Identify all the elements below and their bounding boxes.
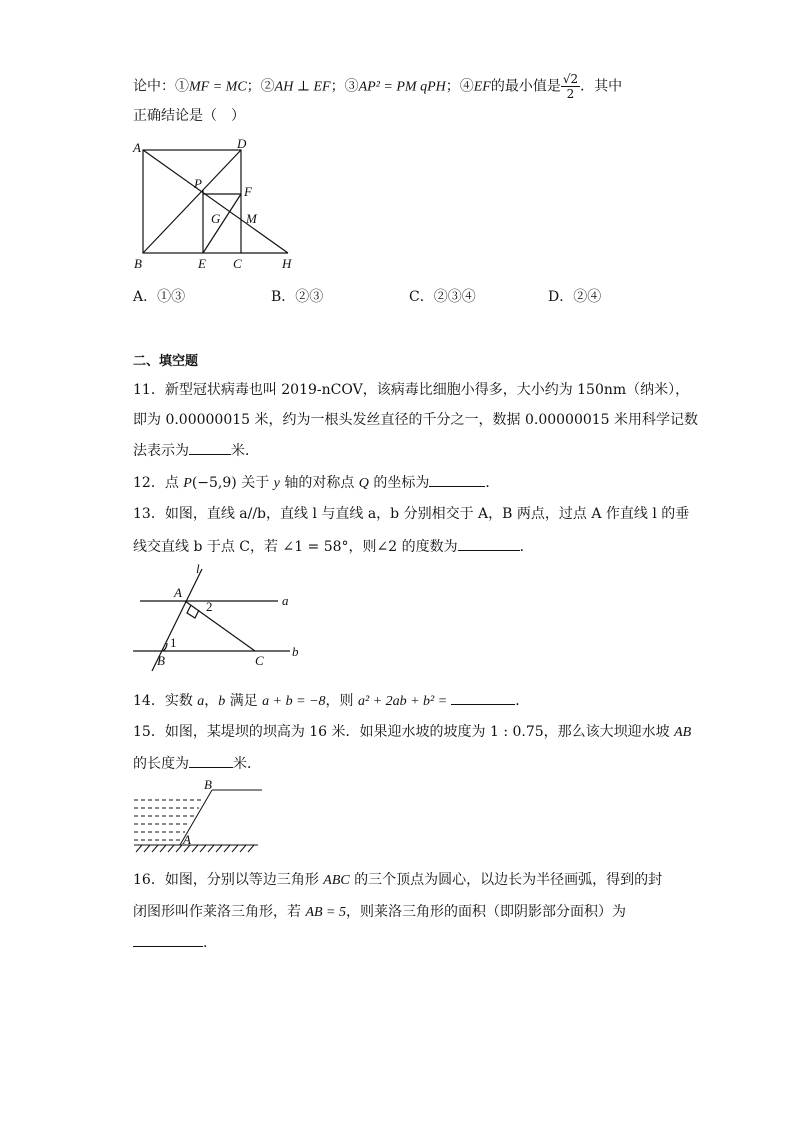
q14-a: 14．实数 xyxy=(133,693,198,709)
choice-d-letter: D． xyxy=(548,289,574,305)
q10-square-figure xyxy=(130,138,300,270)
q12-f: 轴的对称点 xyxy=(279,475,359,491)
label-G: G xyxy=(211,211,221,226)
q10-circle3: ③ xyxy=(344,78,359,95)
q16-line2 xyxy=(133,902,626,923)
q14-g: ，则 xyxy=(325,693,358,709)
q10-conclusion1: MF = MC xyxy=(189,79,247,95)
q12-answer-blank[interactable] xyxy=(429,472,485,487)
label-B: B xyxy=(134,256,142,270)
q10-circle2: ② xyxy=(260,78,275,95)
label-a: a xyxy=(282,593,289,608)
section-title-fill-blank: 二、填空题 xyxy=(133,354,199,369)
q15-line2 xyxy=(133,753,261,774)
q10-conclusion3: AP² = PM qPH xyxy=(358,79,446,95)
q13-l2a: 线交直线 b 于点 C，若 ∠1 = 58°，则∠2 的度数为 xyxy=(133,539,458,555)
label-angle-2: 2 xyxy=(206,599,213,614)
label-b: b xyxy=(292,644,299,659)
q16-ab-value: AB = 5 xyxy=(305,905,347,920)
q10-circle1: ① xyxy=(175,78,189,95)
q10-conclusion2: AH ⊥ EF xyxy=(274,79,331,95)
water-hatching xyxy=(134,800,204,840)
q12-h: 的坐标为 xyxy=(368,475,430,491)
q12-line xyxy=(133,472,499,494)
ground-hatching xyxy=(136,845,254,852)
label-M: M xyxy=(246,211,257,226)
q16-l1c: 的三个顶点为圆心，以边长为半径画弧，得到的封 xyxy=(349,872,663,888)
q14-i: ． xyxy=(515,693,530,709)
segment-ac xyxy=(185,601,255,651)
diagonal-bd xyxy=(143,150,241,253)
choice-c[interactable] xyxy=(409,286,476,306)
choice-b-value: ②③ xyxy=(295,289,324,305)
q10-min-text: 的最小值是 xyxy=(490,78,561,95)
label-A: A xyxy=(183,832,191,847)
label-angle-1: 1 xyxy=(170,635,177,650)
q13-line1: 13．如图，直线 a//b，直线 l 与直线 a，b 分别相交于 A，B 两点，过点 A 作直线 l 的垂 xyxy=(133,506,690,522)
choice-a-value: ①③ xyxy=(157,289,186,305)
segment-ef xyxy=(203,194,241,253)
q14-c: ， xyxy=(204,693,219,709)
q14-expression: a² + 2ab + b² = xyxy=(357,694,448,709)
q11-answer-blank[interactable] xyxy=(189,440,231,455)
q16-answer-blank[interactable] xyxy=(133,932,203,947)
choice-b-letter: B． xyxy=(271,289,296,305)
frac-den: 2 xyxy=(566,87,575,101)
q11-line2: 即为 0.00000015 米，约为一根头发丝直径的千分之一，数据 0.00000015 米用科学记数 xyxy=(133,412,699,428)
label-A: A xyxy=(133,140,141,155)
q15-l2a: 的长度为 xyxy=(133,756,189,772)
q10-sep2: ； xyxy=(330,78,345,95)
q10-line1 xyxy=(133,72,622,101)
line-ah xyxy=(143,150,288,253)
q10-prefix: 论中： xyxy=(133,78,175,95)
q12-i: ． xyxy=(485,475,500,491)
q15-dam-figure xyxy=(130,778,270,858)
q10-circle4: ④ xyxy=(459,78,474,95)
q14-var-b: b xyxy=(218,694,226,709)
q15-answer-blank[interactable] xyxy=(189,753,233,768)
q16-l2a: 闭图形叫作莱洛三角形，若 xyxy=(133,904,306,920)
q10-conclusion4: EF xyxy=(473,79,491,95)
label-F: F xyxy=(244,184,252,199)
q12-y: y xyxy=(273,476,280,491)
label-P: P xyxy=(194,176,202,191)
sqrt2-over-2-fraction xyxy=(561,72,580,101)
q15-l2b: 米． xyxy=(233,756,261,772)
q16-abc: ABC xyxy=(323,873,350,888)
q14-condition: a + b = −8 xyxy=(262,694,326,709)
q12-a: 12．点 xyxy=(133,475,184,491)
q16-line3 xyxy=(133,932,217,953)
choice-c-value: ②③④ xyxy=(433,289,476,305)
q10-line2: 正确结论是（ ） xyxy=(133,108,245,124)
q16-l2c: ，则莱洛三角形的面积（即阴影部分面积）为 xyxy=(346,904,627,920)
label-A: A xyxy=(174,585,182,600)
q14-var-a: a xyxy=(197,694,205,709)
q10-line1-end: ．其中 xyxy=(580,78,623,95)
choice-c-letter: C． xyxy=(409,289,434,305)
q16-l3: ． xyxy=(203,935,217,951)
q16-l1a: 16．如图，分别以等边三角形 xyxy=(133,872,324,888)
q14-answer-blank[interactable] xyxy=(451,690,515,705)
label-l: l xyxy=(196,563,200,576)
q11-line1: 11．新型冠状病毒也叫 2019-nCOV，该病毒比细胞小得多，大小约为 150nm（纳米）， xyxy=(133,382,690,398)
q13-l2b: ． xyxy=(519,539,534,555)
label-B: B xyxy=(157,653,165,668)
label-C: C xyxy=(233,256,242,270)
q11-l3a: 法表示为 xyxy=(133,443,189,459)
frac-num: √2 xyxy=(562,72,579,86)
q14-e: 满足 xyxy=(225,693,263,709)
q13-answer-blank[interactable] xyxy=(458,536,520,551)
q10-sep3: ； xyxy=(445,78,460,95)
choice-b[interactable] xyxy=(271,286,323,306)
q10-sep1: ； xyxy=(246,78,261,95)
choice-d[interactable] xyxy=(548,286,601,306)
label-D: D xyxy=(237,138,247,151)
q11-l3b: 米． xyxy=(231,443,259,459)
q15-l1a: 15．如图，某堤坝的坝高为 16 米．如果迎水坡的坡度为 1 : 0.75，那么该大坝迎水坡 xyxy=(133,724,675,740)
choice-a-letter: A． xyxy=(133,289,158,305)
label-H: H xyxy=(282,256,292,270)
q15-line1 xyxy=(133,722,691,743)
q11-line3 xyxy=(133,440,259,461)
q13-parallel-lines-figure xyxy=(130,563,310,673)
choice-d-value: ②④ xyxy=(573,289,602,305)
q14-line xyxy=(133,690,529,712)
q12-q: Q xyxy=(358,476,369,491)
q12-d: 关于 xyxy=(236,475,274,491)
q16-line1 xyxy=(133,870,662,891)
q15-ab: AB xyxy=(674,725,692,740)
label-E: E xyxy=(198,256,206,270)
label-C: C xyxy=(255,653,264,668)
q13-line2 xyxy=(133,536,534,557)
label-B: B xyxy=(204,778,212,792)
choice-a[interactable] xyxy=(133,286,185,306)
q12-coords: (−5,9) xyxy=(191,475,237,491)
q12-point-p: P xyxy=(183,476,192,491)
